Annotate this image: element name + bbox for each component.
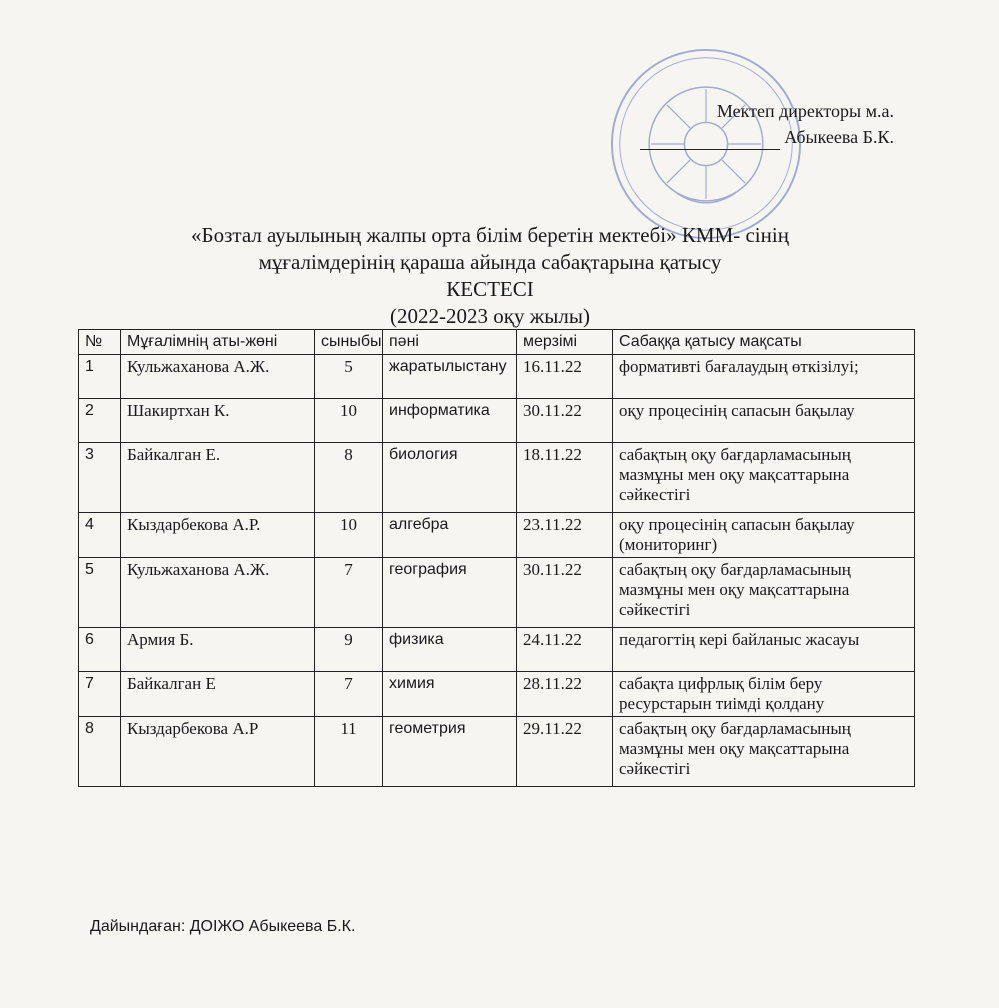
cell-num: 1 — [79, 355, 121, 399]
cell-subject: геометрия — [383, 717, 517, 787]
cell-date: 30.11.22 — [517, 399, 613, 443]
header-purpose: Сабаққа қатысу мақсаты — [613, 330, 915, 355]
table-row — [79, 513, 915, 558]
approval-signature — [640, 124, 894, 150]
approval-block — [640, 98, 894, 150]
cell-purpose: сабақтың оқу бағдарламасының мазмұны мен оқу мақсаттарына сәйкестігі — [613, 443, 915, 513]
cell-teacher: Кульжаханова А.Ж. — [121, 558, 315, 628]
cell-class: 9 — [315, 628, 383, 672]
cell-class: 5 — [315, 355, 383, 399]
cell-subject: жаратылыстану — [383, 355, 517, 399]
cell-num: 4 — [79, 513, 121, 558]
title-line-1: «Бозтал ауылының жалпы орта білім беретін мектебі» КММ- сінің — [191, 223, 789, 247]
cell-date: 30.11.22 — [517, 558, 613, 628]
schedule-table — [78, 329, 915, 787]
cell-teacher: Армия Б. — [121, 628, 315, 672]
cell-purpose: формативті бағалаудың өткізілуі; — [613, 355, 915, 399]
table-row — [79, 717, 915, 787]
cell-date: 29.11.22 — [517, 717, 613, 787]
approval-name: Абыкеева Б.К. — [784, 127, 894, 147]
cell-class: 10 — [315, 399, 383, 443]
cell-date: 28.11.22 — [517, 672, 613, 717]
cell-num: 6 — [79, 628, 121, 672]
prepared-by: Дайындаған: ДОІЖО Абыкеева Б.К. — [90, 918, 356, 935]
cell-teacher: Байкалган Е. — [121, 443, 315, 513]
header-num: № — [79, 330, 121, 355]
table-row — [79, 672, 915, 717]
header-subject: пәні — [383, 330, 517, 355]
cell-num: 7 — [79, 672, 121, 717]
table-header-row — [79, 330, 915, 355]
cell-class: 11 — [315, 717, 383, 787]
document-title — [0, 222, 980, 330]
cell-date: 23.11.22 — [517, 513, 613, 558]
cell-subject: биология — [383, 443, 517, 513]
table-row — [79, 558, 915, 628]
cell-teacher: Шакиртхан К. — [121, 399, 315, 443]
header-class: сыныбы — [315, 330, 383, 355]
cell-subject: информатика — [383, 399, 517, 443]
cell-date: 18.11.22 — [517, 443, 613, 513]
cell-num: 2 — [79, 399, 121, 443]
cell-class: 7 — [315, 558, 383, 628]
cell-purpose: оқу процесінің сапасын бақылау — [613, 399, 915, 443]
cell-purpose: сабақтың оқу бағдарламасының мазмұны мен оқу мақсаттарына сәйкестігі — [613, 558, 915, 628]
table-row — [79, 443, 915, 513]
cell-teacher: Кыздарбекова А.Р — [121, 717, 315, 787]
signature-line — [640, 131, 780, 150]
cell-teacher: Кульжаханова А.Ж. — [121, 355, 315, 399]
table-row — [79, 399, 915, 443]
title-line-2: мұғалімдерінің қараша айында сабақтарына қатысу — [258, 250, 722, 274]
cell-num: 3 — [79, 443, 121, 513]
approval-position: Мектеп директоры м.а. — [716, 101, 894, 121]
cell-date: 16.11.22 — [517, 355, 613, 399]
cell-purpose: сабақтың оқу бағдарламасының мазмұны мен оқу мақсаттарына сәйкестігі — [613, 717, 915, 787]
cell-subject: география — [383, 558, 517, 628]
cell-teacher: Байкалган Е — [121, 672, 315, 717]
cell-purpose: сабақта цифрлық білім беру ресурстарын тиімді қолдану — [613, 672, 915, 717]
cell-num: 5 — [79, 558, 121, 628]
table-row — [79, 628, 915, 672]
cell-subject: химия — [383, 672, 517, 717]
header-date: мерзімі — [517, 330, 613, 355]
cell-num: 8 — [79, 717, 121, 787]
cell-teacher: Кыздарбекова А.Р. — [121, 513, 315, 558]
cell-purpose: оқу процесінің сапасын бақылау (мониторинг) — [613, 513, 915, 558]
cell-subject: физика — [383, 628, 517, 672]
header-teacher: Мұғалімнің аты-жөні — [121, 330, 315, 355]
cell-purpose: педагогтің кері байланыс жасауы — [613, 628, 915, 672]
cell-class: 8 — [315, 443, 383, 513]
cell-subject: алгебра — [383, 513, 517, 558]
table-row — [79, 355, 915, 399]
title-line-4: (2022-2023 оқу жылы) — [390, 304, 590, 328]
title-line-3: КЕСТЕСІ — [446, 277, 534, 301]
cell-date: 24.11.22 — [517, 628, 613, 672]
cell-class: 10 — [315, 513, 383, 558]
cell-class: 7 — [315, 672, 383, 717]
